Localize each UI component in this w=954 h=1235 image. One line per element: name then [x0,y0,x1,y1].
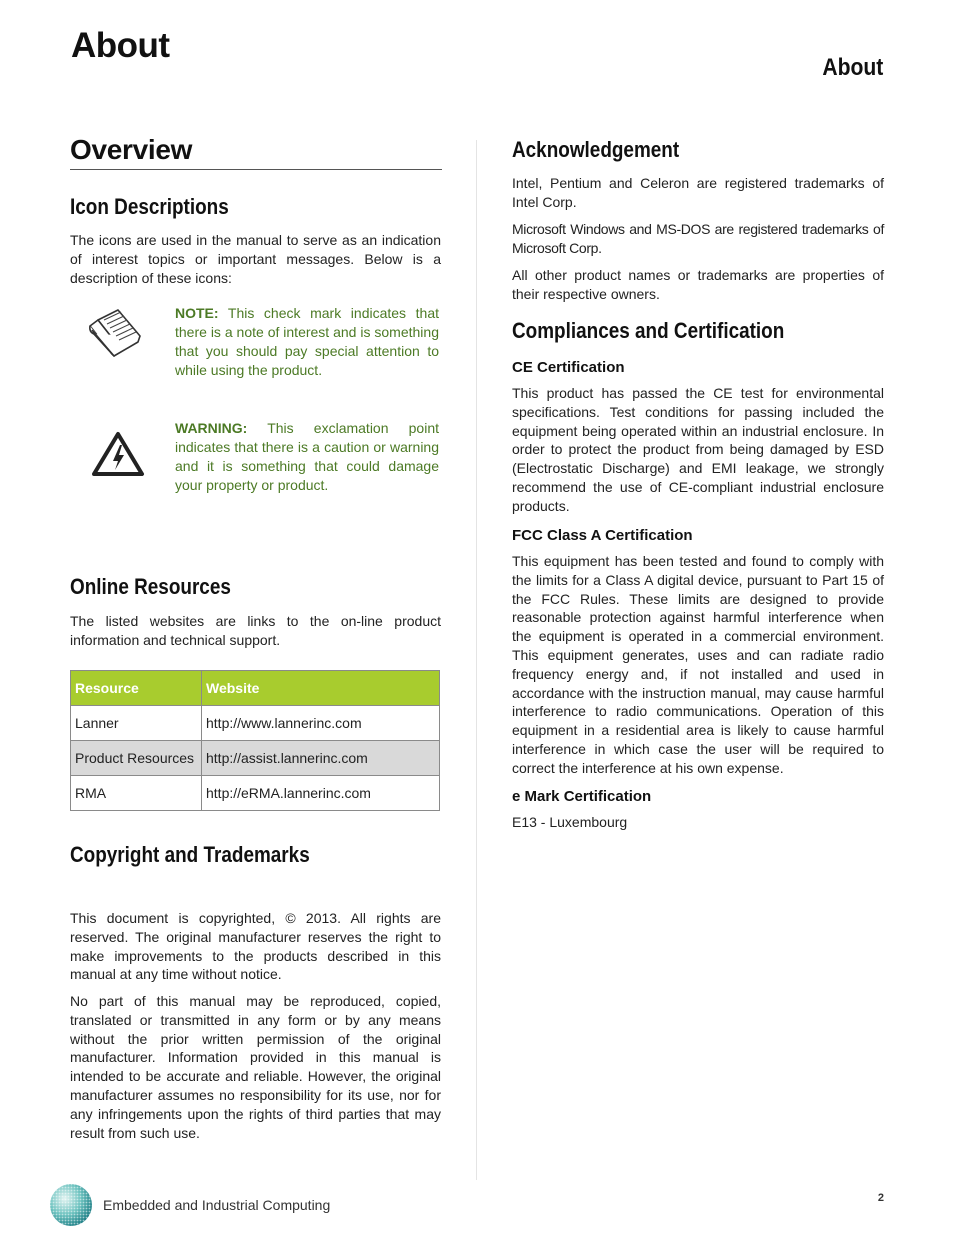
table-cell-website-link[interactable]: http://assist.lannerinc.com [202,741,440,776]
table-header-row [71,671,440,706]
copyright-paragraph-2: No part of this manual may be reproduced, copied, translated or transmitted in any form or by any means without the prior written permission of the original manufacturer. Information provided in this manual is intended to be accurate and reliable. However, the original manufacturer assumes no responsibility for its use, nor for any infringements upon the rights of third parties that may result from such use. [70,993,441,1141]
column-divider [476,140,477,1180]
ce-certification-text: This product has passed the CE test for environmental specifications. Test conditions for passing included the equipment being operated within an industrial enclosure. In order to protect the product from being damaged by ESD (Electrostatic Discharge) and EMI leakage, we strongly recommend the use of CE-compliant industrial enclosure products. [512,385,884,514]
page-number: 2 [877,1192,884,1204]
chapter-title: About [71,26,170,65]
resources-table [70,670,440,811]
table-cell-resource: Product Resources [71,741,202,776]
warning-label: WARNING: [175,420,248,436]
compliances-title: Compliances and Certification [512,318,785,343]
table-header-website: Website [202,671,440,706]
note-label: NOTE: [175,305,219,321]
icon-descriptions-title: Icon Descriptions [70,194,229,219]
note-description [175,304,439,380]
warning-text: This exclamation point indicates that there is a caution or warning and it is something that could damage your property or product. [175,420,439,493]
footer-text: Embedded and Industrial Computing [103,1197,331,1213]
ce-certification-title: CE Certification [512,359,625,376]
acknowledgement-paragraph-1: Intel, Pentium and Celeron are registered trademarks of Intel Corp. [512,175,884,210]
online-resources-title: Online Resources [70,574,231,599]
table-cell-resource: Lanner [71,706,202,741]
table-cell-resource: RMA [71,776,202,811]
note-paper-icon [84,306,144,363]
copyright-paragraph-1: This document is copyrighted, © 2013. All rights are reserved. The original manufacturer reserves the right to make improvements to the products described in this manual at any time without notice. [70,910,441,983]
table-cell-website-link[interactable]: http://www.lannerinc.com [202,706,440,741]
icon-descriptions-intro: The icons are used in the manual to serve as an indication of interest topics or important messages. Below is a description of these icons: [70,232,441,286]
online-resources-text: The listed websites are links to the on-line product information and technical support. [70,613,441,648]
copyright-title: Copyright and Trademarks [70,842,310,867]
globe-logo-icon [49,1183,93,1232]
acknowledgement-paragraph-2: Microsoft Windows and MS-DOS are registered trademarks of Microsoft Corp. [512,221,884,256]
emark-certification-title: e Mark Certification [512,788,652,805]
fcc-certification-title: FCC Class A Certification [512,527,693,544]
emark-certification-text: E13 - Luxembourg [512,814,628,830]
fcc-certification-text: This equipment has been tested and found to comply with the limits for a Class A digital device, pursuant to Part 15 of the FCC Rules. These limits are designed to provide reasonable protection against harmful interference when the equipment is operated in a commercial environment. This equipment generates, uses and can radiate radio frequency energy and, if not installed and used in accordance with the instruction manual, may cause harmful interference to radio communications. Operation of this equipment in a residential area is likely to cause harmful interference in which case the user will be required to correct the interference at his own expense. [512,553,884,776]
table-row [71,706,440,741]
warning-triangle-icon [91,431,145,482]
warning-description [175,419,439,495]
table-row [71,776,440,811]
acknowledgement-paragraph-3: All other product names or trademarks are properties of their respective owners. [512,267,884,302]
note-text: This check mark indicates that there is a note of interest and is something that you should pay special attention to while using the product. [175,305,439,378]
table-row [71,741,440,776]
table-header-resource: Resource [71,671,202,706]
overview-title: Overview [70,134,442,170]
running-header: About [822,54,883,81]
acknowledgement-title: Acknowledgement [512,137,680,162]
table-cell-website-link[interactable]: http://eRMA.lannerinc.com [202,776,440,811]
overview-heading-block [70,134,442,170]
